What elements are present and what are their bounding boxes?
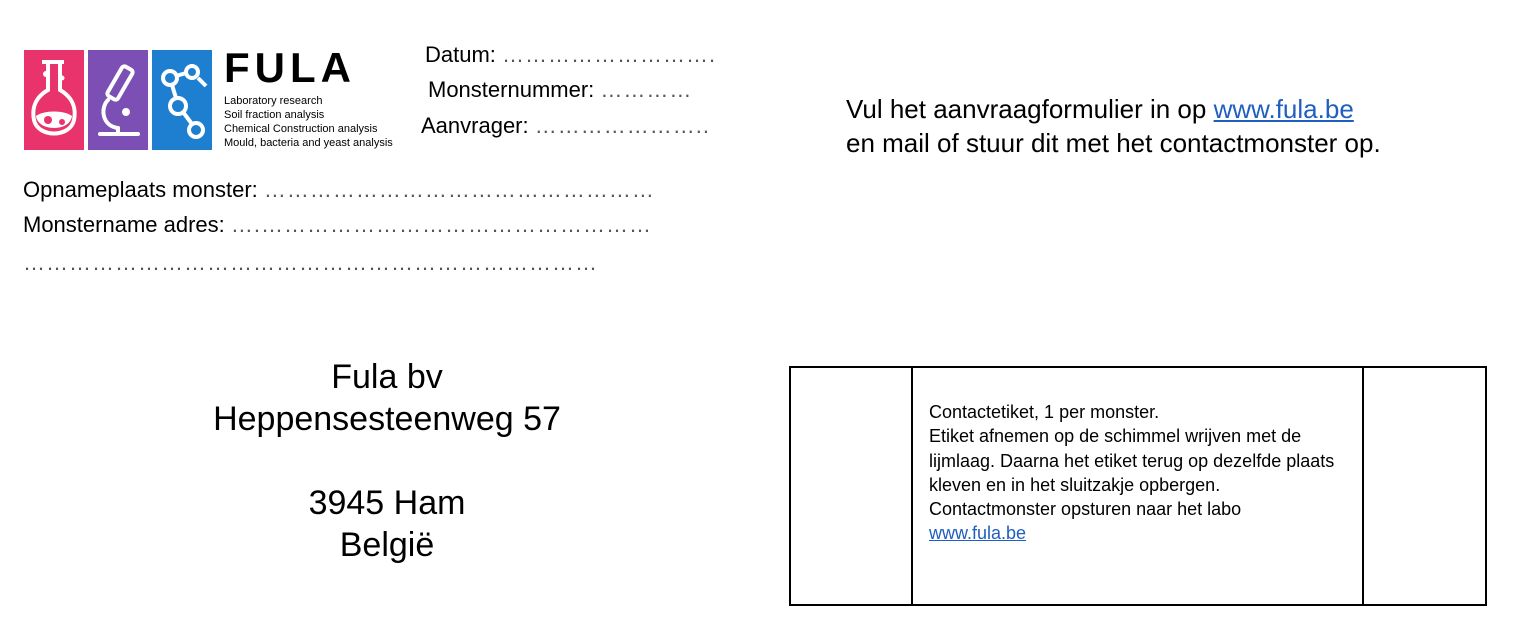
instructions-after: en mail of stuur dit met het contactmonster op. [846,128,1381,158]
tagline: Chemical Construction analysis [224,123,378,135]
address-city: 3945 Ham [308,484,466,522]
adres-dots: ….…………………………………………… [230,212,653,237]
microscope-icon [88,50,148,150]
logo-tile-pink [24,50,84,150]
instructions-before: Vul het aanvraagformulier in op [846,94,1214,124]
address-name: Fula bv [331,358,443,396]
address-country: België [339,526,435,564]
datum-field[interactable] [425,42,716,68]
tagline: Laboratory research [224,95,323,107]
website-link[interactable]: www.fula.be [1213,94,1354,124]
label-line-2: Etiket afnemen op de schimmel wrijven met de lijmlaag. Daarna het etiket terug op dezelfde plaats kleven en in het sluitzakje opbergen. [929,426,1335,495]
aanvrager-label: Aanvrager: [421,113,529,138]
label-line-3: Contactmonster opsturen naar het labo [929,499,1242,520]
monsternummer-label: Monsternummer: [428,77,595,102]
logo-tile-purple [88,50,148,150]
label-website-link[interactable]: www.fula.be [929,523,1027,544]
flask-icon [24,50,84,150]
instructions-text [846,92,1436,160]
mailing-address [180,356,594,566]
contact-label-text [929,400,1349,546]
tagline: Mould, bacteria and yeast analysis [224,137,393,149]
fula-logo [24,44,414,154]
logo-tile-blue [152,50,212,150]
tagline: Soil fraction analysis [224,109,325,121]
aanvrager-dots: ………………….. [534,113,710,138]
datum-dots: ………………………. [502,42,717,67]
monsternummer-dots: ………… [600,77,693,102]
aanvrager-field[interactable] [421,113,710,139]
label-line-1: Contactetiket, 1 per monster. [929,402,1160,422]
adres-extra-line[interactable]: ………………………………………………………………… [23,250,598,275]
brand-name: FULA [224,44,356,91]
address-street: Heppensesteenweg 57 [213,400,561,438]
datum-label: Datum: [425,42,496,67]
adres-field[interactable] [23,212,652,238]
label-divider-left [911,368,913,604]
contact-label-box [789,366,1487,606]
monsternummer-field[interactable] [428,77,692,103]
label-divider-right [1362,368,1364,604]
opnameplaats-field[interactable] [23,177,655,203]
adres-label: Monstername adres: [23,212,225,237]
opnameplaats-label: Opnameplaats monster: [23,177,258,202]
molecule-icon [152,50,212,150]
opnameplaats-dots: …………………………………………… [263,177,655,202]
